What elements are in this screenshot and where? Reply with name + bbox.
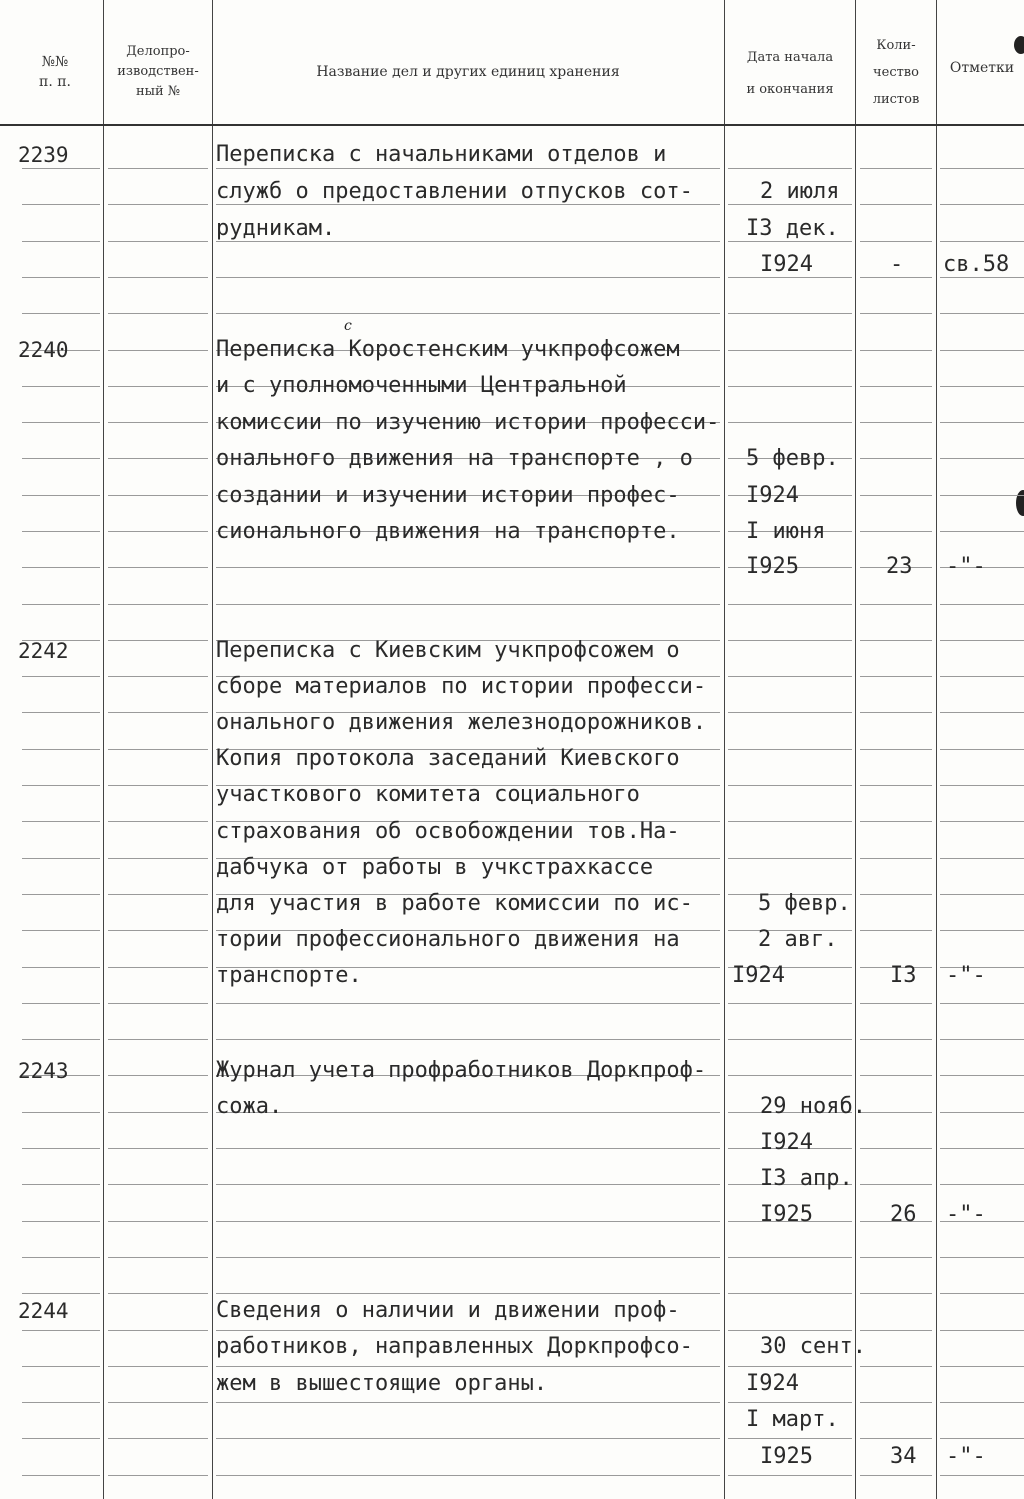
entry-note: св.58 <box>943 252 1010 277</box>
ledger-rule <box>940 531 1024 532</box>
ledger-rule <box>860 785 932 786</box>
ledger-rule <box>22 1184 100 1185</box>
ledger-rule <box>22 1366 100 1367</box>
ledger-rule <box>216 1112 720 1113</box>
ledger-rule <box>860 1257 932 1258</box>
ledger-rule <box>860 1075 932 1076</box>
ledger-rule <box>860 821 932 822</box>
entry-date-line: 5 февр. <box>746 446 839 471</box>
column-divider <box>936 0 937 1499</box>
ledger-rule <box>860 749 932 750</box>
ledger-rule <box>940 930 1024 931</box>
entry-date-line: I924 <box>760 252 813 277</box>
header-title: Название дел и других единиц хранения <box>316 64 620 80</box>
ledger-rule <box>940 204 1024 205</box>
column-divider <box>212 0 213 1499</box>
ledger-rule <box>216 1402 720 1403</box>
ledger-rule <box>108 1184 208 1185</box>
ledger-rule <box>108 422 208 423</box>
ledger-rule <box>216 567 720 568</box>
ledger-rule <box>108 894 208 895</box>
ledger-rule <box>860 1366 932 1367</box>
ledger-rule <box>216 1293 720 1294</box>
ledger-rule <box>22 821 100 822</box>
ledger-rule <box>216 1039 720 1040</box>
ledger-rule <box>108 967 208 968</box>
ledger-rule <box>22 712 100 713</box>
ledger-rule <box>860 241 932 242</box>
ledger-rule <box>940 858 1024 859</box>
ledger-rule <box>940 1184 1024 1185</box>
entry-number: 2239 <box>18 143 69 167</box>
ledger-rule <box>22 1402 100 1403</box>
entry-date-line: 2 авг. <box>758 927 838 952</box>
entry-date-line: I924 <box>760 1130 813 1155</box>
ledger-rule <box>108 930 208 931</box>
ledger-rule <box>22 1293 100 1294</box>
ledger-rule <box>940 604 1024 605</box>
ledger-rule <box>108 458 208 459</box>
ledger-rule <box>22 604 100 605</box>
ledger-rule <box>22 458 100 459</box>
ledger-rule <box>940 894 1024 895</box>
ledger-rule <box>860 1039 932 1040</box>
ledger-rule <box>860 894 932 895</box>
entry-title-line: страхования об освобождении тов.На- <box>216 819 680 844</box>
ledger-rule <box>216 277 720 278</box>
entry-title-line: дабчука от работы в учкстрахкассе <box>216 855 654 880</box>
column-divider <box>724 0 725 1499</box>
entry-title-line: сборе материалов по истории професси- <box>216 674 707 699</box>
entry-number: 2243 <box>18 1059 69 1083</box>
ledger-rule <box>108 1257 208 1258</box>
entry-number: 2242 <box>18 639 69 663</box>
ledger-rule <box>860 1003 932 1004</box>
ledger-rule <box>728 749 852 750</box>
ledger-rule <box>22 967 100 968</box>
entry-title-line: Сведения о наличии и движении проф- <box>216 1298 680 1323</box>
ledger-rule <box>940 1293 1024 1294</box>
ledger-rule <box>940 386 1024 387</box>
ledger-rule <box>940 458 1024 459</box>
ledger-rule <box>216 1003 720 1004</box>
entry-title-line: работников, направленных Доркпрофсо- <box>216 1334 693 1359</box>
ledger-rule <box>860 1112 932 1113</box>
ledger-rule <box>728 168 852 169</box>
ledger-rule <box>940 350 1024 351</box>
ledger-rule <box>108 676 208 677</box>
header-office-number: Делопро- изводствен- ный № <box>117 44 199 99</box>
ledger-rule <box>216 1475 720 1476</box>
entry-title-line: Переписка с начальниками отделов и <box>216 142 667 167</box>
ledger-rule <box>940 241 1024 242</box>
entry-title-line: рудникам. <box>216 216 336 241</box>
ledger-rule <box>108 386 208 387</box>
ledger-rule <box>728 785 852 786</box>
ledger-rule <box>108 531 208 532</box>
entry-date-line: I март. <box>746 1407 839 1432</box>
ledger-rule <box>22 1221 100 1222</box>
ledger-rule <box>108 640 208 641</box>
ledger-rule <box>22 1438 100 1439</box>
ledger-rule <box>728 1438 852 1439</box>
ledger-rule <box>22 277 100 278</box>
ledger-rule <box>728 712 852 713</box>
ledger-rule <box>728 604 852 605</box>
ledger-rule <box>940 1366 1024 1367</box>
ledger-rule <box>108 495 208 496</box>
ledger-rule <box>940 1257 1024 1258</box>
entry-title-line: Журнал учета профработников Доркпроф- <box>216 1058 707 1083</box>
ledger-rule <box>728 858 852 859</box>
ledger-rule <box>216 1148 720 1149</box>
ledger-rule <box>728 1293 852 1294</box>
ledger-rule <box>216 1184 720 1185</box>
ledger-rule <box>216 1438 720 1439</box>
ledger-rule <box>940 1475 1024 1476</box>
ledger-rule <box>860 604 932 605</box>
ledger-rule <box>108 1148 208 1149</box>
ledger-rule <box>940 1112 1024 1113</box>
ledger-rule <box>216 1221 720 1222</box>
entry-date-line: I925 <box>760 1202 813 1227</box>
ledger-rule <box>940 1148 1024 1149</box>
header-number: №№ п. п. <box>38 54 71 90</box>
ledger-rule <box>216 604 720 605</box>
entry-title-line: сожа. <box>216 1094 283 1119</box>
ledger-rule <box>940 422 1024 423</box>
ledger-rule <box>22 1475 100 1476</box>
entry-sheet-count: 34 <box>890 1444 917 1469</box>
ledger-rule <box>108 168 208 169</box>
entry-number: 2240 <box>18 338 69 362</box>
ledger-rule <box>108 712 208 713</box>
entry-note: -"- <box>946 963 986 988</box>
entry-title-line: для участия в работе комиссии по ис- <box>216 891 693 916</box>
ledger-rule <box>22 241 100 242</box>
entry-title-line: Переписка с Киевским учкпрофсожем о <box>216 638 680 663</box>
ledger-rule <box>22 930 100 931</box>
ledger-rule <box>108 1075 208 1076</box>
header-sheet-count: Коли- чество листов <box>872 38 920 107</box>
ledger-rule <box>108 858 208 859</box>
ledger-rule <box>108 204 208 205</box>
ledger-rule <box>22 422 100 423</box>
entry-note: -"- <box>946 554 986 579</box>
ledger-rule <box>940 712 1024 713</box>
ledger-rule <box>22 894 100 895</box>
ledger-rule <box>108 1112 208 1113</box>
ledger-rule <box>22 204 100 205</box>
ledger-rule <box>216 313 720 314</box>
entry-date-line: 5 февр. <box>758 891 851 916</box>
ledger-rule <box>940 168 1024 169</box>
ledger-rule <box>22 313 100 314</box>
ledger-rule <box>728 640 852 641</box>
entry-title-line: сионального движения на транспорте. <box>216 519 680 544</box>
ledger-rule <box>940 495 1024 496</box>
entry-sheet-count: - <box>890 252 904 277</box>
ledger-rule <box>728 1075 852 1076</box>
ledger-rule <box>940 313 1024 314</box>
ledger-rule <box>860 313 932 314</box>
ledger-rule <box>860 204 932 205</box>
entry-date-line: I924 <box>746 483 799 508</box>
entry-sheet-count: 23 <box>886 554 913 579</box>
entry-date-line: I925 <box>760 1444 813 1469</box>
entry-sheet-count: 26 <box>890 1202 917 1227</box>
ledger-rule <box>860 495 932 496</box>
entry-date-line: I3 дек. <box>746 216 839 241</box>
ledger-rule <box>216 1257 720 1258</box>
ledger-rule <box>940 785 1024 786</box>
ledger-rule <box>108 277 208 278</box>
ledger-rule <box>22 1257 100 1258</box>
ledger-rule <box>108 821 208 822</box>
ledger-rule <box>108 350 208 351</box>
entry-date-line: I июня <box>746 519 826 544</box>
ledger-rule <box>940 1402 1024 1403</box>
ledger-rule <box>108 749 208 750</box>
ledger-rule <box>860 422 932 423</box>
ledger-rule <box>940 1075 1024 1076</box>
ledger-rule <box>860 1330 932 1331</box>
ledger-rule <box>22 386 100 387</box>
entry-date-line: I924 <box>732 963 785 988</box>
ledger-rule <box>728 1402 852 1403</box>
ledger-rule <box>22 495 100 496</box>
ledger-rule <box>728 386 852 387</box>
ledger-rule <box>22 1003 100 1004</box>
entry-date-line: I924 <box>746 1371 799 1396</box>
entry-sheet-count: I3 <box>890 963 917 988</box>
column-divider <box>855 0 856 1499</box>
ledger-rule <box>728 1039 852 1040</box>
header-dates: Дата начала и окончания <box>746 50 834 97</box>
ledger-rule <box>108 1330 208 1331</box>
entry-title-line: участкового комитета социального <box>216 782 640 807</box>
ledger-rule <box>22 1112 100 1113</box>
ledger-rule <box>108 1366 208 1367</box>
entry-title-line: служб о предоставлении отпусков сот- <box>216 179 693 204</box>
ledger-rule <box>728 1366 852 1367</box>
ledger-rule <box>860 458 932 459</box>
ledger-rule <box>22 1039 100 1040</box>
ledger-rule <box>860 386 932 387</box>
ledger-rule <box>860 1184 932 1185</box>
ledger-rule <box>940 1438 1024 1439</box>
ledger-rule <box>22 1148 100 1149</box>
ledger-rule <box>108 604 208 605</box>
binding-hole-mark <box>1016 490 1024 516</box>
ledger-rule <box>940 749 1024 750</box>
ledger-rule <box>860 1293 932 1294</box>
entry-title-line: онального движения железнодорожников. <box>216 710 707 735</box>
ledger-rule <box>216 1330 720 1331</box>
entry-title-line: тории профессионального движения на <box>216 927 680 952</box>
ledger-rule <box>860 531 932 532</box>
ledger-rule <box>860 1438 932 1439</box>
entry-title-line: создании и изучении истории профес- <box>216 483 680 508</box>
ledger-rule <box>728 350 852 351</box>
ledger-rule <box>108 1293 208 1294</box>
ledger-rule <box>108 1039 208 1040</box>
ledger-rule <box>108 567 208 568</box>
ledger-rule <box>940 1330 1024 1331</box>
ledger-rule <box>728 676 852 677</box>
header-notes: Отметки <box>949 60 1015 76</box>
ledger-rule <box>940 821 1024 822</box>
entry-date-line: I925 <box>746 554 799 579</box>
entry-date-line: 30 сент. <box>760 1334 866 1359</box>
entry-date-line: 2 июля <box>760 179 840 204</box>
entry-title-line: комиссии по изучению истории професси- <box>216 410 720 435</box>
ledger-rule <box>860 676 932 677</box>
header-rule <box>0 124 1024 126</box>
ledger-rule <box>728 1330 852 1331</box>
ledger-rule <box>216 1366 720 1367</box>
entry-title-line: Переписка Коростенским учкпрофсожем <box>216 337 680 362</box>
entry-title-line: транспорте. <box>216 963 362 988</box>
entry-title-line: онального движения на транспорте , о <box>216 446 693 471</box>
ledger-rule <box>108 241 208 242</box>
entry-note: -"- <box>946 1202 986 1227</box>
ledger-rule <box>940 1003 1024 1004</box>
ledger-rule <box>728 422 852 423</box>
binding-hole-mark <box>1014 36 1024 54</box>
ledger-rule <box>728 313 852 314</box>
ledger-rule <box>728 1003 852 1004</box>
ledger-rule <box>860 640 932 641</box>
ledger-rule <box>22 858 100 859</box>
ledger-rule <box>22 531 100 532</box>
entry-number: 2244 <box>18 1299 69 1323</box>
ledger-rule <box>860 930 932 931</box>
ledger-rule <box>22 1330 100 1331</box>
ledger-rule <box>860 858 932 859</box>
ledger-rule <box>108 313 208 314</box>
ledger-rule <box>22 676 100 677</box>
ledger-rule <box>108 1221 208 1222</box>
ledger-rule <box>860 1475 932 1476</box>
ledger-rule <box>728 1475 852 1476</box>
ledger-rule <box>860 350 932 351</box>
handwritten-insert: с <box>344 318 352 334</box>
entry-title-line: Копия протокола заседаний Киевского <box>216 746 680 771</box>
ledger-rule <box>728 1257 852 1258</box>
entry-title-line: и с уполномоченными Центральной <box>216 373 627 398</box>
ledger-rule <box>108 1402 208 1403</box>
ledger-rule <box>940 1039 1024 1040</box>
ledger-rule <box>728 821 852 822</box>
ledger-rule <box>22 567 100 568</box>
ledger-rule <box>940 640 1024 641</box>
ledger-rule <box>940 676 1024 677</box>
ledger-rule <box>108 785 208 786</box>
ledger-rule <box>22 749 100 750</box>
ledger-rule <box>860 1148 932 1149</box>
entry-title-line: жем в вышестоящие органы. <box>216 1371 548 1396</box>
column-divider <box>103 0 104 1499</box>
ledger-rule <box>108 1475 208 1476</box>
ledger-rule <box>860 712 932 713</box>
ledger-rule <box>108 1003 208 1004</box>
entry-date-line: 29 нояб. <box>760 1094 866 1119</box>
ledger-rule <box>860 168 932 169</box>
ledger-rule <box>860 1402 932 1403</box>
ledger-rule <box>22 785 100 786</box>
entry-note: -"- <box>946 1444 986 1469</box>
entry-date-line: I3 апр. <box>760 1166 853 1191</box>
ledger-rule <box>108 1438 208 1439</box>
